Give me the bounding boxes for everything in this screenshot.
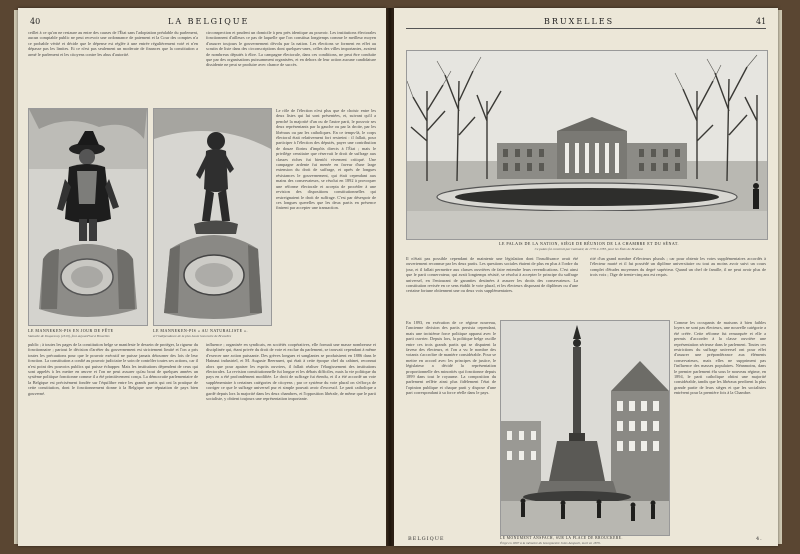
palais-de-la-nation-image: [407, 51, 767, 239]
left-col1-bottom-text: public ; à toutes les pages de la constitution belge se manifeste le dessein de protéger, la rigueur du fonctionnaire ; partout le décision d'arrêter du gouvernement est strictement limité et l'on a pris toutes les précautions pour que le pouvoir exécutif ne puisse jamais détourner des lois de leur fonction. La constitution a confié au pouvoir judiciaire le soin de contrôler toutes ses actions, car il n'est point des pouvoirs publics qui puisse échapper. Mais les institutions dépendent de ceux qui sont appelés à les mettre en œuvre et l'on ne peut assurer qu'au bout de quelques années un système politique fonctionne comme il a été primitivement conçu. La démocratie parlementaire de la Belgique est précisément fondée sur l'équilibre entre les grands partis qui ont la pratique de cette constitution, dont le fonctionnement donne à la Belgique une réputation de pays bien gouverné.: [28, 342, 198, 396]
left-page: [18, 8, 386, 546]
manneken-pis-naturaliste-photo: [153, 108, 272, 326]
right-col2-top-text: rité d'un grand nombre d'électeurs plurals ; car pour obtenir les votes supplémentaires accordés à l'électeur marié et il fut possédé un diplôme universitaire ou tout au moins avoir suivi un cours complet d'études moyennes du degré supérieur. Quand un chef de famille, il ne peut avoir plus de trois voix ; l'âge de trente-cinq ans est requis.: [590, 256, 766, 278]
book-spine: [386, 8, 394, 546]
caption-manneken-naturaliste: LE MANNEKEN-PIS « AU NATURALISTE ».: [153, 328, 249, 333]
left-col2-bottom-text: influence ; organisée en syndicats, en sociétés coopératives, elle formait une masse nombreuse et disciplinée qui, étant privée du droit de vote et exclue du parlement, se trouvait cependant à même d'exercer une action puissante. Des grèves longues et sanglantes se produisirent en 1886 dans le Hainaut industriel, et M. Auguste Beernaert, qui était à cette époque chef du cabinet, reconnut alors que pour apaiser les esprits ouvriers, il fallait réaliser l'élargissement des institutions électorales. La revision constitutionnelle fut longue et les débats difficiles, mais la vie politique du pays en a été profondément modifiée. Le droit de suffrage fut étendu, et il a été accordé un vote supplémentaire à certaines catégories de citoyens ; par ce système du vote plural on s'efforça de corriger ce que le suffrage universel pur et simple pouvait avoir d'excessif. Le parti catholique a gardé depuis lors la majorité dans les deux chambres, et l'opposition libérale, de même que le parti socialiste, y obtient toujours une représentation importante.: [206, 342, 376, 402]
right-col1-text: Il n'était pas possible cependant de maintenir une législation dont l'insuffisance avait été ouvertement reconnue par les deux partis. Les questions sociales étaient de plus en plus à l'ordre du jour, et il fallait permettre aux classes ouvrières de faire entendre leurs revendications. C'est ainsi que le parti conservateur, qui avait longtemps résisté, se résolut à accepter le principe du suffrage universel, en l'entourant de garanties destinées à assurer les droits des conservateurs. La constitution revisée en ce sens établit le vote plural, et les électeurs disposant de diplômes ou d'une certaine fortune obtiennent une ou deux voix supplémentaires.: [406, 256, 578, 294]
caption-manneken-naturaliste-sub: et l'indépendance de la plus haute honoraire de Bruxelles: [153, 334, 232, 338]
manneken-pis-costume-photo: [28, 108, 148, 326]
manneken-pis-costume-image: [29, 109, 147, 325]
right-col1-wrap-text: En 1893, en exécution de ce régime nouveau, l'ancienne division des partis persista cependant, mais une troisième force politique apparut avec le parti ouvrier. Depuis lors, la politique belge oscille entre ces trois grands partis qui se disputent la faveur des électeurs, et l'on a vu le nombre des votants s'accroître de manière considérable. Pour se mettre en accord avec les principes de justice, le législateur a décidé la représentation proportionnelle des minorités qui fonctionne depuis 1899 dans tout le royaume. La composition du parlement reflète ainsi plus fidèlement l'état de l'opinion publique et chaque parti y dispose d'une part correspondant à sa force réelle dans le pays.: [406, 320, 496, 396]
manneken-pis-naturaliste-image: [154, 109, 271, 325]
left-col2-wrap-text: Le rôle de l'élection n'est plus que de choisir entre les deux listes qui lui sont présentées, et, suivant qu'il a penché la majorité d'un ou de l'autre parti, le pouvoir ses deux représentants par la gauche ou par la droite, par les libéraux ou par les catholiques. En ce temps-là, le corps électoral était relativement fort restreint : il fallait, pour participer à l'élection des députés, payer une contribution de douze florins d'impôts directs à l'État ; mais le privilège censitaire que réservait le droit de suffrage aux classes riches fut bientôt vivement critiqué. Une campagne ardente fut menée en faveur d'une large extension du droit de suffrage, et après de longues résistances le gouvernement, qui était cependant aux mains des conservateurs, se résolut en 1892 à provoquer une réforme électorale et accepta de procéder à une revision des dispositions constitutionnelles qui restreignaient le droit de suffrage. C'est par désespoir de ces longues querelles que les deux partis en présence finirent par accepter une transaction.: [276, 108, 376, 211]
right-col2-wrap-text: Comme les occupants de maisons à bien faibles loyers ne sont pas électeurs, une nouvelle catégorie a été créée. Cette réforme fut remarquée et elle a permis d'accorder à la classe ouvrière une représentation sérieuse dans le parlement. Toutes ces restrictions du suffrage universel ont pour effet d'assurer une prépondérance aux éléments conservateurs, mais elles ne suppriment pas l'influence des masses populaires. Néanmoins, dans le premier parlement élu sous le nouveau régime, en 1894, le parti catholique obtint une majorité considérable, tandis que les libéraux perdirent la plus grande partie de leurs sièges et que les socialistes entrèrent pour la première fois à la Chambre.: [674, 320, 766, 396]
header-rule: [406, 28, 766, 29]
left-col1-top-text: ceillet à ce qu'on ne restaure au entre des causes de l'État sans l'adoptation préalable du parlement, aucun comptable public ne peut recevoir une ordonnance de paiement et la Cour des comptes n'a ce probable vérité et décide que le dépense est réglée à une entrée régulièrement voté et n'en dépasse pas les limites. Et ce n'est pas seulement un moderate de finances que la constitution a armé le parlement et les citoyens contre les abus d'autorité.: [28, 30, 198, 57]
footer-signature: BELGIQUE: [408, 536, 445, 542]
right-page-number: 41: [756, 17, 767, 26]
left-col2-top-text: circonspection et prudent un domicile à peu près identique au pouvoir. Les institutions électorales fonctionnent d'ailleurs ce pas de laquelle que l'on constitua longtemps comme le meilleur moyen d'assurer toujours le gouvernement dévolu par la nation. Les élections se forment en effet au scrutin de liste dans des circonscriptions dont quelques-unes, celles des villes importantes, avaient de nombreux députés à élire. La campagne électorale, dans ces conditions, ne peut être conduite que par des organisations puissamment organisées, et en dehors de leur action aucune candidature dissidente ne peut se produire avec chance de succès.: [206, 30, 376, 68]
right-page: [394, 8, 778, 546]
palais-de-la-nation-photo: [406, 50, 768, 240]
caption-palais-nation: LE PALAIS DE LA NATION, SIÈGE DE RÉUNION DE LA CHAMBRE ET DU SÉNAT.: [499, 241, 679, 246]
caption-monument-anspach-sub: Érigé en 1897 à la mémoire du bourgmestre Jules Anspach, mort en 1879.: [500, 541, 601, 545]
caption-manneken-fete-sub: Statuette de Duquesnoy (1619), font aujourd'hui à Bruxelles: [28, 334, 110, 338]
footer-mark: 4.: [756, 536, 763, 542]
left-running-head: LA BELGIQUE: [168, 17, 250, 26]
monument-anspach-photo: [500, 320, 670, 536]
right-page-edge: [778, 10, 782, 544]
caption-monument-anspach: LE MONUMENT ANSPACH, SUR LA PLACE DE BROUCKÈRE.: [500, 536, 623, 540]
monument-anspach-image: [501, 321, 669, 535]
caption-palais-nation-sub: Ce palais fut construit par Guimard, de 1779 à 1783, pour les États de Brabant.: [534, 247, 644, 251]
left-page-number: 40: [30, 17, 41, 26]
right-running-head: BRUXELLES: [544, 17, 615, 26]
caption-manneken-fete: LE MANNEKEN-PIS EN JOUR DE FÊTE: [28, 328, 114, 333]
